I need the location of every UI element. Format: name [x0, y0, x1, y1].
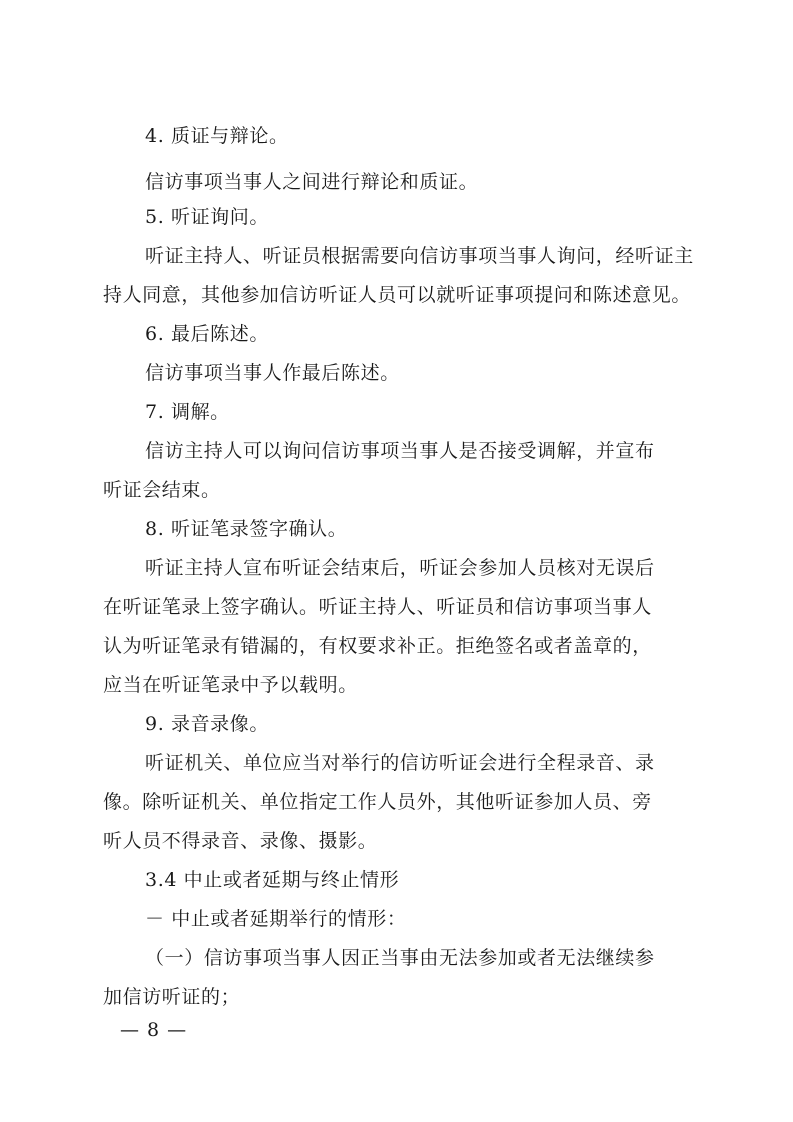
paragraph-line: 持人同意，其他参加信访听证人员可以就听证事项提问和陈述意见。: [103, 284, 692, 306]
list-heading: － 中止或者延期举行的情形：: [145, 908, 407, 930]
paragraph-line: 听证主持人宣布听证会结束后，听证会参加人员核对无误后: [145, 557, 655, 579]
paragraph-line: 听证机关、单位应当对举行的信访听证会进行全程录音、录: [145, 752, 655, 774]
heading-5-hearing-inquiry: 5. 听证询问。: [145, 206, 269, 228]
paragraph-line: 听证主持人、听证员根据需要向信访事项当事人询问，经听证主: [145, 245, 694, 267]
paragraph-line: 像。除听证机关、单位指定工作人员外，其他听证参加人员、旁: [103, 791, 652, 813]
page-number: — 8 —: [120, 1019, 188, 1041]
paragraph-line: 认为听证笔录有错漏的，有权要求补正。拒绝签名或者盖章的，: [103, 635, 652, 657]
heading-9-recording: 9. 录音录像。: [145, 713, 269, 735]
heading-6-final-statement: 6. 最后陈述。: [145, 323, 269, 345]
paragraph-line: 信访事项当事人之间进行辩论和质证。: [145, 171, 479, 193]
paragraph-line: 加信访听证的；: [103, 986, 241, 1008]
paragraph-line: 听人员不得录音、录像、摄影。: [103, 830, 378, 852]
paragraph-line: 应当在听证笔录中予以载明。: [103, 674, 358, 696]
paragraph-line: （一）信访事项当事人因正当事由无法参加或者无法继续参: [145, 947, 655, 969]
section-heading-3-4: 3.4 中止或者延期与终止情形: [145, 869, 400, 891]
paragraph-line: 听证会结束。: [103, 479, 221, 501]
heading-8-record-signing: 8. 听证笔录签字确认。: [145, 518, 348, 540]
paragraph-line: 在听证笔录上签字确认。听证主持人、听证员和信访事项当事人: [103, 596, 652, 618]
heading-7-mediation: 7. 调解。: [145, 401, 230, 423]
heading-4-cross-examination: 4. 质证与辩论。: [145, 125, 289, 147]
paragraph-line: 信访主持人可以询问信访事项当事人是否接受调解，并宣布: [145, 440, 655, 462]
paragraph-line: 信访事项当事人作最后陈述。: [145, 362, 400, 384]
